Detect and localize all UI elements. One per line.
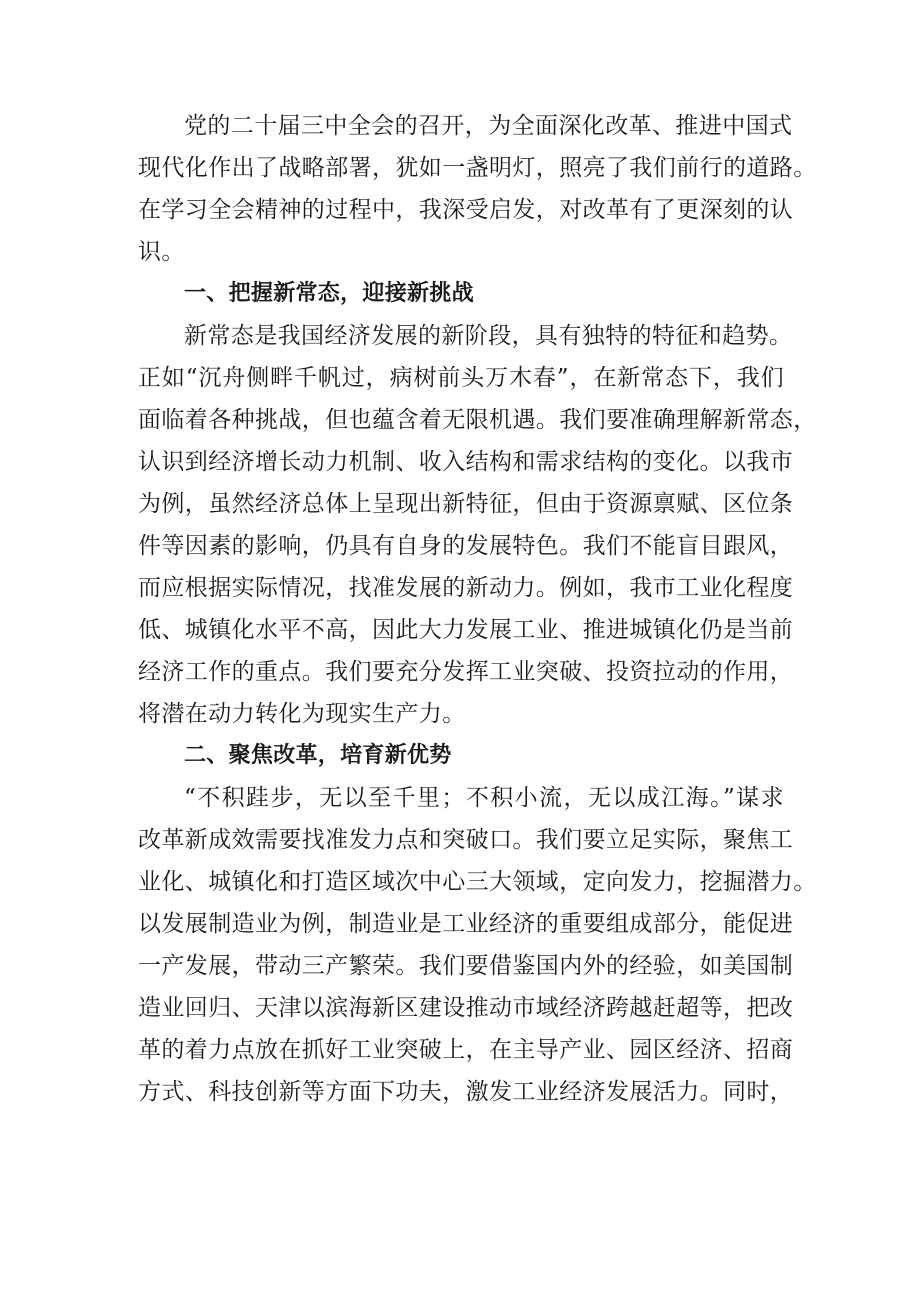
section-1-heading: 一、把握新常态，迎接新挑战 bbox=[184, 281, 474, 306]
text-line: 将潜在动力转化为现实生产力。 bbox=[138, 701, 466, 727]
text-line: 革的着力点放在抓好工业突破上，在主导产业、园区经济、招商 bbox=[138, 1037, 794, 1063]
text-line: 识。 bbox=[138, 239, 185, 265]
text-line: 新常态是我国经济发展的新阶段，具有独特的特征和趋势。 bbox=[184, 323, 793, 349]
text-line: 一产发展，带动三产繁荣。我们要借鉴国内外的经验，如美国制 bbox=[138, 953, 794, 979]
section-2-paragraph bbox=[138, 777, 817, 1113]
section-2-heading: 二、聚焦改革，培育新优势 bbox=[184, 743, 452, 768]
text-line: 改革新成效需要找准发力点和突破口。我们要立足实际，聚焦工 bbox=[138, 827, 794, 853]
section-1-paragraph bbox=[138, 315, 817, 735]
text-line: 面临着各种挑战，但也蕴含着无限机遇。我们要准确理解新常态， bbox=[138, 407, 817, 433]
text-line: 件等因素的影响，仍具有自身的发展特色。我们不能盲目跟风， bbox=[138, 533, 794, 559]
text-line: 经济工作的重点。我们要充分发挥工业突破、投资拉动的作用， bbox=[138, 659, 794, 685]
text-line: 业化、城镇化和打造区域次中心三大领域，定向发力，挖掘潜力。 bbox=[138, 869, 817, 895]
text-line: 党的二十届三中全会的召开，为全面深化改革、推进中国式 bbox=[184, 113, 793, 139]
text-line: 方式、科技创新等方面下功夫，激发工业经济发展活力。同时， bbox=[138, 1079, 794, 1105]
text-line: 以发展制造业为例，制造业是工业经济的重要组成部分，能促进 bbox=[138, 911, 794, 937]
text-line: 造业回归、天津以滨海新区建设推动市域经济跨越赶超等，把改 bbox=[138, 995, 794, 1021]
text-line: 而应根据实际情况，找准发展的新动力。例如，我市工业化程度 bbox=[138, 575, 794, 601]
intro-paragraph bbox=[138, 105, 817, 273]
text-line: 低、城镇化水平不高，因此大力发展工业、推进城镇化仍是当前 bbox=[138, 617, 794, 643]
text-line: “不积跬步，无以至千里；不积小流，无以成江海。”谋求 bbox=[184, 785, 784, 811]
text-line: 为例，虽然经济总体上呈现出新特征，但由于资源禀赋、区位条 bbox=[138, 491, 794, 517]
text-line: 认识到经济增长动力机制、收入结构和需求结构的变化。以我市 bbox=[138, 449, 794, 475]
text-line: 现代化作出了战略部署，犹如一盏明灯，照亮了我们前行的道路。 bbox=[138, 155, 817, 181]
text-line: 在学习全会精神的过程中，我深受启发，对改革有了更深刻的认 bbox=[138, 197, 794, 223]
document-page bbox=[138, 105, 817, 1113]
text-line: 正如“沉舟侧畔千帆过，病树前头万木春”，在新常态下，我们 bbox=[138, 365, 784, 391]
